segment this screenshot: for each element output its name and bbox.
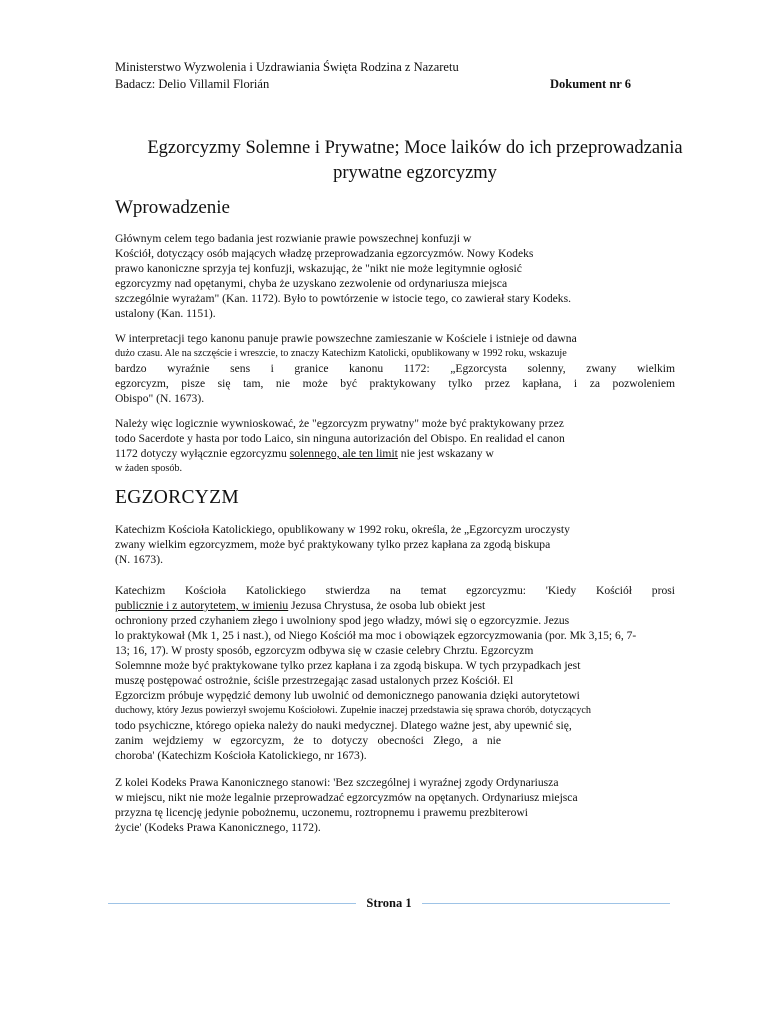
page-header	[115, 59, 635, 93]
p2-line: Obispo" (N. 1673).	[115, 392, 205, 405]
p5-line: lo praktykował (Mk 1, 25 i nast.), od Niego Kościół ma moc i obowiązek egzorcyzmowania (por. Mk 3,15; 6, 7-	[115, 629, 637, 642]
p5-underlined-text: publicznie i z autorytetem, w imieniu	[115, 599, 289, 612]
p6-line: przyzna tę licencję jedynie pobożnemu, uczonemu, roztropnemu i prawemu prezbiterowi	[115, 806, 529, 819]
p5-line: choroba' (Katechizm Kościoła Katolickiego, nr 1673).	[115, 749, 367, 762]
p5-line: todo psychiczne, którego opieka należy do nauki medycznej. Dlatego ważne jest, aby upewnić się,	[115, 719, 572, 732]
paragraph-6	[115, 775, 675, 835]
p5-line: ochroniony przed czyhaniem złego i uwolniony spod jego władzy, mówi się o egzorcyzmie. Jezus	[115, 614, 570, 627]
page-footer	[108, 893, 670, 913]
p4-line: zwany wielkim egzorcyzmem, może być praktykowany tylko przez kapłana za zgodą biskupa	[115, 538, 551, 551]
p1-line: szczególnie wyrażam" (Kan. 1172). Było to powtórzenie w istocie tego, co zawierał stary Kodeks.	[115, 292, 571, 305]
paragraph-5	[115, 583, 675, 763]
p3-line	[115, 446, 675, 461]
p5-line: Katechizm Kościoła Katolickiego stwierdza na temat egzorcyzmu: 'Kiedy Kościół prosi	[115, 584, 675, 597]
document-title	[115, 136, 715, 186]
p1-line: egzorcyzmy nad opętanymi, chyba że uzyskano zezwolenie od ordynariusza miejsca	[115, 277, 508, 290]
p5-line	[115, 598, 675, 613]
researcher-name: Badacz: Delio Villamil Florián	[115, 77, 270, 91]
p5-line: muszę postępować ostrożnie, ściśle przestrzegając zasad ustalonych przez Kościół. El	[115, 674, 514, 687]
p1-line: ustalony (Kan. 1151).	[115, 307, 216, 320]
p5-line: Solemnne może być praktykowane tylko przez kapłana i za zgodą biskupa. W tych przypadkach jest	[115, 659, 581, 672]
p5-line: 13; 16, 17). W prosty sposób, egzorcyzm odbywa się w czasie celebry Chrztu. Egzorcyzm	[115, 644, 534, 657]
p2-line: bardzo wyraźnie sens i granice kanonu 1172: „Egzorcysta solenny, zwany wielkim	[115, 362, 675, 375]
p1-line: prawo kanoniczne sprzyja tej konfuzji, wskazując, że "nikt nie może legitymnie ogłosić	[115, 262, 522, 275]
paragraph-4	[115, 522, 675, 567]
footer-rule-left	[108, 903, 356, 904]
p3-text: 1172 dotyczy wyłącznie egzorcyzmu	[115, 447, 290, 460]
p2-line: dużo czasu. Ale na szczęście i wreszcie, to znaczy Katechizm Katolicki, opublikowany w 1992 roku, wskazuje	[115, 348, 567, 359]
paragraph-1	[115, 231, 675, 321]
p5-line: Egzorcizm próbuje wypędzić demony lub uwolnić od demonicznego panowania dzięki autorytetowi	[115, 689, 580, 702]
p2-line: egzorcyzm, pisze się tam, nie może być praktykowany tylko przez kapłana, i za pozwoleniem	[115, 377, 675, 390]
p1-line: Kościół, dotyczący osób mających władzę przeprowadzania egzorcyzmów. Nowy Kodeks	[115, 247, 534, 260]
p3-line: todo Sacerdote y hasta por todo Laico, sin ninguna autorización del Obispo. En realidad el canon	[115, 432, 565, 445]
intro-heading: Wprowadzenie	[115, 197, 230, 218]
ministry-name: Ministerstwo Wyzwolenia i Uzdrawiania Święta Rodzina z Nazaretu	[115, 60, 459, 74]
p6-line: życie' (Kodeks Prawa Kanonicznego, 1172).	[115, 821, 321, 834]
document-number: Dokument nr 6	[549, 77, 631, 91]
footer-rule-right	[422, 903, 670, 904]
p3-text: nie jest wskazany w	[397, 447, 494, 460]
p3-line: Należy więc logicznie wywnioskować, że "egzorcyzm prywatny" może być praktykowany przez	[115, 417, 564, 430]
egzorcyzm-heading: EGZORCYZM	[115, 487, 240, 508]
p5-line: zanim wejdziemy w egzorcyzm, że to dotyczy obecności Złego, a nie	[115, 734, 501, 747]
p3-line: w żaden sposób.	[115, 463, 183, 474]
p1-line: Głównym celem tego badania jest rozwianie prawie powszechnej konfuzji w	[115, 232, 472, 245]
p3-underlined-text: solennego, ale ten limit	[289, 447, 398, 460]
title-line-1: Egzorcyzmy Solemne i Prywatne; Moce laików do ich przeprowadzania	[147, 138, 683, 158]
p4-line: (N. 1673).	[115, 553, 163, 566]
page-number: Strona 1	[366, 895, 412, 910]
paragraph-2	[115, 331, 675, 406]
title-line-2: prywatne egzorcyzmy	[333, 163, 497, 183]
p4-line: Katechizm Kościoła Katolickiego, opublikowany w 1992 roku, określa, że „Egzorcyzm uroczysty	[115, 523, 570, 536]
paragraph-3	[115, 416, 675, 476]
p6-line: w miejscu, nikt nie może legalnie przeprowadzać egzorcyzmów na opętanych. Ordynariusz miejsca	[115, 791, 578, 804]
p6-line: Z kolei Kodeks Prawa Kanonicznego stanowi: 'Bez szczególnej i wyraźnej zgody Ordynariusza	[115, 776, 559, 789]
p2-line: W interpretacji tego kanonu panuje prawie powszechne zamieszanie w Kościele i istnieje od dawna	[115, 332, 577, 345]
p5-text: Jezusa Chrystusa, że osoba lub obiekt jest	[288, 599, 486, 612]
p5-line: duchowy, który Jezus powierzył swojemu Kościołowi. Zupełnie inaczej przedstawia się sprawa chorób, dotyczących	[115, 705, 592, 716]
